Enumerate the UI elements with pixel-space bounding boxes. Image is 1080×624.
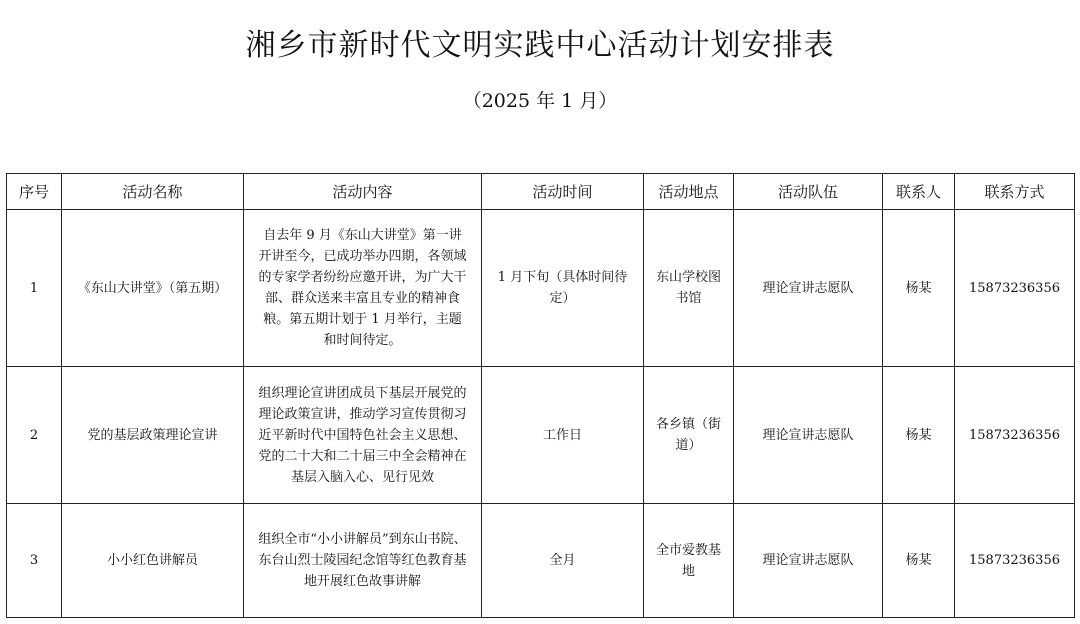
cell-team: 理论宣讲志愿队 — [734, 504, 883, 618]
cell-time: 1 月下旬（具体时间待定） — [482, 210, 644, 367]
cell-name: 《东山大讲堂》（第五期） — [62, 210, 244, 367]
column-header-place: 活动地点 — [644, 174, 734, 210]
cell-no: 1 — [7, 210, 62, 367]
column-header-phone: 联系方式 — [955, 174, 1075, 210]
cell-content: 组织全市“小小讲解员”到东山书院、东台山烈士陵园纪念馆等红色教育基地开展红色故事讲解 — [244, 504, 482, 618]
cell-no: 3 — [7, 504, 62, 618]
cell-content: 组织理论宣讲团成员下基层开展党的理论政策宣讲，推动学习宣传贯彻习近平新时代中国特色社会主义思想、党的二十大和二十届三中全会精神在基层入脑入心、见行见效 — [244, 367, 482, 504]
column-header-contact: 联系人 — [883, 174, 955, 210]
table-row — [7, 504, 1075, 618]
cell-contact: 杨某 — [883, 210, 955, 367]
cell-phone: 15873236356 — [955, 504, 1075, 618]
cell-phone: 15873236356 — [955, 367, 1075, 504]
column-header-no: 序号 — [7, 174, 62, 210]
cell-contact: 杨某 — [883, 367, 955, 504]
table-row — [7, 367, 1075, 504]
cell-time: 全月 — [482, 504, 644, 618]
cell-place: 东山学校图书馆 — [644, 210, 734, 367]
cell-phone: 15873236356 — [955, 210, 1075, 367]
cell-place: 全市爱教基地 — [644, 504, 734, 618]
document-subtitle: （2025 年 1 月） — [462, 90, 618, 112]
cell-contact: 杨某 — [883, 504, 955, 618]
column-header-content: 活动内容 — [244, 174, 482, 210]
cell-place: 各乡镇（街道） — [644, 367, 734, 504]
cell-name: 小小红色讲解员 — [62, 504, 244, 618]
cell-no: 2 — [7, 367, 62, 504]
table-header-row — [7, 174, 1075, 210]
activity-plan-table — [6, 173, 1075, 618]
cell-team: 理论宣讲志愿队 — [734, 210, 883, 367]
document-title: 湘乡市新时代文明实践中心活动计划安排表 — [245, 28, 835, 63]
cell-time: 工作日 — [482, 367, 644, 504]
column-header-team: 活动队伍 — [734, 174, 883, 210]
column-header-time: 活动时间 — [482, 174, 644, 210]
cell-content: 自去年 9 月《东山大讲堂》第一讲开讲至今，已成功举办四期，各领域的专家学者纷纷应邀开讲，为广大干部、群众送来丰富且专业的精神食粮。第五期计划于 1 月举行，主题和时间待定。 — [244, 210, 482, 367]
cell-team: 理论宣讲志愿队 — [734, 367, 883, 504]
table-row — [7, 210, 1075, 367]
cell-name: 党的基层政策理论宣讲 — [62, 367, 244, 504]
column-header-name: 活动名称 — [62, 174, 244, 210]
